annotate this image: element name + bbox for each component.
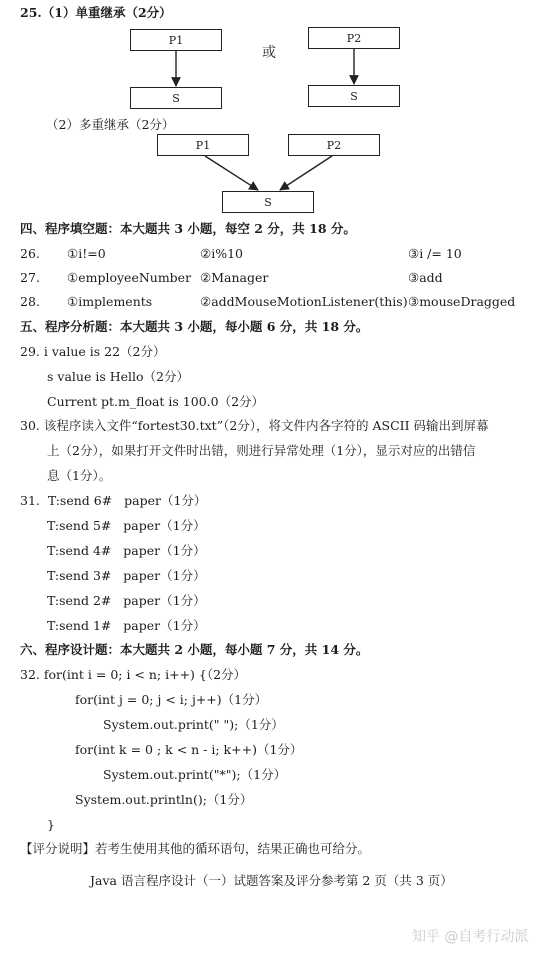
blank-1: ①implements <box>67 294 153 309</box>
diagram-right-child-box <box>308 85 400 107</box>
box-label: S <box>350 89 358 103</box>
answer-row-26 <box>20 245 540 263</box>
blank-2: ②addMouseMotionListener(this) <box>200 294 408 309</box>
diagram-left-parent-box <box>130 29 222 51</box>
q32-line-3: System.out.print(" ");（1分） <box>103 717 284 732</box>
diagram-left-child-box <box>130 87 222 109</box>
q32-line-7: } <box>47 817 55 832</box>
box-label: S <box>172 91 180 105</box>
watermark: 知乎 @自考行动派 <box>412 929 529 945</box>
q31-line-5: T:send 2# paper（1分） <box>47 593 206 608</box>
q25-part1-label: 25.（1）单重继承（2分） <box>20 5 172 20</box>
diagram-multi-parent1-box <box>157 134 249 156</box>
blank-3: ③add <box>408 270 443 285</box>
q25-part2-label: （2）多重继承（2分） <box>46 117 175 132</box>
blank-3: ③i /= 10 <box>408 246 462 261</box>
row-number: 27. <box>20 270 40 285</box>
q29-line-2: s value is Hello（2分） <box>47 369 189 384</box>
grading-note: 【评分说明】若考生使用其他的循环语句，结果正确也可给分。 <box>20 841 371 856</box>
q31-line-3: T:send 4# paper（1分） <box>47 543 206 558</box>
page-footer: Java 语言程序设计（一）试题答案及评分参考第 2 页（共 3 页） <box>90 873 453 888</box>
blank-3: ③mouseDragged <box>408 294 516 309</box>
q32-line-2: for(int j = 0; j < i; j++)（1分） <box>75 692 268 707</box>
blank-2: ②i%10 <box>200 246 243 261</box>
q32-line-6: System.out.println();（1分） <box>75 792 253 807</box>
q31-line-6: T:send 1# paper（1分） <box>47 618 206 633</box>
box-label: P2 <box>326 138 342 152</box>
row-number: 26. <box>20 246 40 261</box>
q29-line-1: 29. i value is 22（2分） <box>20 344 166 359</box>
answer-row-28 <box>20 293 540 311</box>
blank-2: ②Manager <box>200 270 269 285</box>
row-number: 28. <box>20 294 40 309</box>
blank-1: ①i!=0 <box>67 246 106 261</box>
box-label: P2 <box>346 31 362 45</box>
q31-line-2: T:send 5# paper（1分） <box>47 518 206 533</box>
q32-line-5: System.out.print("*");（1分） <box>103 767 287 782</box>
answer-row-27 <box>20 269 540 287</box>
diagram-multi-parent2-box <box>288 134 380 156</box>
section5-heading: 五、程序分析题：本大题共 3 小题，每小题 6 分，共 18 分。 <box>20 319 369 334</box>
q31-line-1: 31. T:send 6# paper（1分） <box>20 493 207 508</box>
q29-line-3: Current pt.m_float is 100.0（2分） <box>47 394 265 409</box>
box-label: P1 <box>195 138 211 152</box>
section4-heading: 四、程序填空题：本大题共 3 小题，每空 2 分，共 18 分。 <box>20 221 356 236</box>
q32-line-4: for(int k = 0 ; k < n - i; k++)（1分） <box>75 742 303 757</box>
box-label: P1 <box>168 33 184 47</box>
q30-line-2: 上（2分），如果打开文件时出错，则进行异常处理（1分），显示对应的出错信 <box>47 443 476 458</box>
section6-heading: 六、程序设计题：本大题共 2 小题，每小题 7 分，共 14 分。 <box>20 642 369 657</box>
blank-1: ①employeeNumber <box>67 270 192 285</box>
or-text: 或 <box>262 45 276 61</box>
diagram-right-parent-box <box>308 27 400 49</box>
arrow-multi-1 <box>205 156 258 190</box>
q31-line-4: T:send 3# paper（1分） <box>47 568 206 583</box>
q30-line-3: 息（1分）。 <box>47 468 112 483</box>
q32-line-1: 32. for(int i = 0; i < n; i++) {（2分） <box>20 667 247 682</box>
diagram-multi-child-box <box>222 191 314 213</box>
box-label: S <box>264 195 272 209</box>
arrow-multi-2 <box>280 156 332 190</box>
q30-line-1: 30. 该程序读入文件“fortest30.txt”（2分），将文件内各字符的 ASCII 码输出到屏幕 <box>20 418 489 433</box>
